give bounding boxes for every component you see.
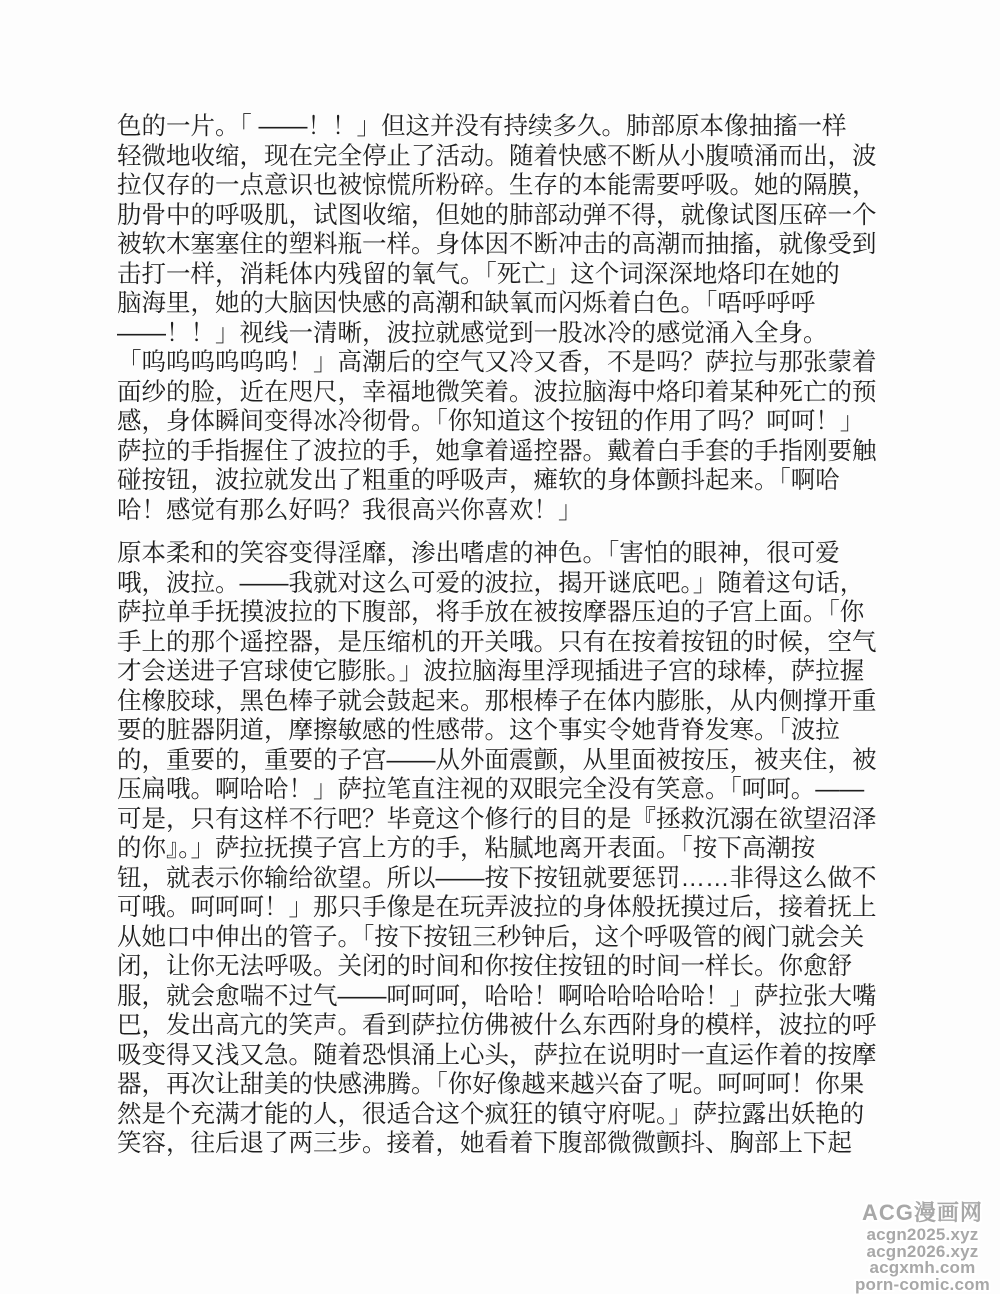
text-line: 巴，发出高亢的笑声。看到萨拉仿佛被什么东西附身的模样，波拉的呼 [117,1012,877,1039]
text-line: 肋骨中的呼吸肌，试图收缩，但她的肺部动弹不得，就像试图压碎一个 [117,201,877,229]
text-line: 萨拉单手抚摸波拉的下腹部，将手放在被按摩器压迫的子宫上面。「你 [117,599,865,626]
watermark-url: acgxmh.com [869,1258,976,1277]
text-line: 「呜呜呜呜呜呜！」高潮后的空气又冷又香，不是吗？萨拉与那张蒙着 [117,349,877,376]
text-line: 哈！感觉有那么好吗？我很高兴你喜欢！」 [117,496,583,524]
text-line: 可哦。呵呵呵！」那只手像是在玩弄波拉的身体般抚摸过后，接着抚上 [117,894,877,921]
watermark [855,1201,990,1293]
text-line: 感，身体瞬间变得冰冷彻骨。「你知道这个按钮的作用了吗？呵呵！」 [117,408,865,435]
text-line: 可是，只有这样不行吧？毕竟这个修行的目的是『拯救沉溺在欲望沼泽 [117,805,877,833]
text-line: 笑容，往后退了两三步。接着，她看着下腹部微微颤抖、胸部上下起 [117,1130,852,1157]
text-line: 手上的那个遥控器，是压缩机的开关哦。只有在按着按钮的时候，空气 [117,628,877,656]
text-line: 轻微地收缩，现在完全停止了活动。随着快感不断从小腹喷涌而出，波 [117,142,877,170]
text-line: 拉仅存的一点意识也被惊慌所粉碎。生存的本能需要呼吸。她的隔膜， [117,172,877,199]
text-line: 面纱的脸，近在咫尺，幸福地微笑着。波拉脑海中烙印着某种死亡的预 [117,378,877,406]
text-line: 服，就会愈喘不过气——呵呵呵，哈哈！啊哈哈哈哈哈！」萨拉张大嘴 [117,982,877,1010]
text-line: 色的一片。「 ——！！」但这并没有持续多久。肺部原本像抽搐一样 [117,113,847,140]
text-line: 住橡胶球，黑色棒子就会鼓起来。那根棒子在体内膨胀，从内侧撑开重 [117,687,877,715]
paragraph [117,112,887,525]
text-line: 脑海里，她的大脑因快感的高潮和缺氧而闪烁着白色。「唔呼呼呼 [117,290,816,317]
paragraph [117,539,887,1159]
text-line: 萨拉的手指握住了波拉的手，她拿着遥控器。戴着白手套的手指刚要触 [117,437,877,465]
text-line: 然是个充满才能的人，很适合这个疯狂的镇守府呢。」萨拉露出妖艳的 [117,1100,865,1128]
novel-text-block [117,112,887,1159]
text-line: 从她口中伸出的管子。「按下按钮三秒钟后，这个呼吸管的阀门就会关 [117,923,865,951]
text-line: 闭，让你无法呼吸。关闭的时间和你按住按钮的时间一样长。你愈舒 [117,953,852,980]
text-line: 碰按钮，波拉就发出了粗重的呼吸声，瘫软的身体颤抖起来。「啊哈 [117,467,840,494]
text-line: ——！！」视线一清晰，波拉就感觉到一股冰冷的感觉涌入全身。 [117,319,828,347]
watermark-site-name: ACG漫画网 [862,1200,983,1225]
text-line: 要的脏器阴道，摩擦敏感的性感带。这个事实令她背脊发寒。「波拉 [117,717,840,744]
text-line: 器，再次让甜美的快感沸腾。「你好像越来越兴奋了呢。呵呵呵！你果 [117,1071,865,1098]
text-line: 才会送进子宫球使它膨胀。」波拉脑海里浮现插进子宫的球棒，萨拉握 [117,658,865,685]
text-line: 吸变得又浅又急。随着恐惧涌上心头，萨拉在说明时一直运作着的按摩 [117,1041,877,1069]
watermark-url: acgn2026.xyz [866,1241,979,1261]
text-line: 被软木塞塞住的塑料瓶一样。身体因不断冲击的高潮而抽搐，就像受到 [117,231,877,258]
text-line: 压扁哦。啊哈哈！」萨拉笔直注视的双眼完全没有笑意。「呵呵。—— [117,776,865,803]
text-line: 的你』。」萨拉抚摸子宫上方的手，粘腻地离开表面。「按下高潮按 [117,835,816,862]
text-line: 击打一样，消耗体内残留的氧气。「死亡」这个词深深地烙印在她的 [117,260,840,288]
watermark-url: porn-comic.com [854,1274,990,1294]
text-line: 原本柔和的笑容变得淫靡，渗出嗜虐的神色。「害怕的眼神，很可爱 [117,540,840,567]
text-line: 钮，就表示你输给欲望。所以——按下按钮就要惩罚……非得这么做不 [117,864,877,892]
text-line: 哦，波拉。——我就对这么可爱的波拉，揭开谜底吧。」随着这句话， [117,569,865,597]
watermark-url: acgn2025.xyz [866,1225,979,1244]
text-line: 的，重要的，重要的子宫——从外面震颤，从里面被按压，被夹住，被 [117,746,877,774]
